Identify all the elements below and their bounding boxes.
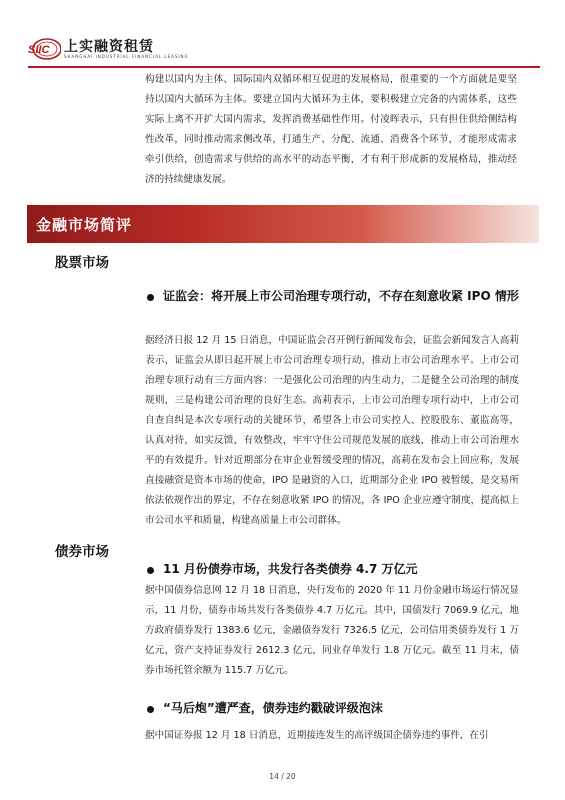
- company-name-english: SHANGHAI INDUSTRIAL FINANCIAL LEASING: [64, 54, 189, 59]
- news-headline-rating-bubble: “马后炮”遭严查，债券违约戳破评级泡沫: [163, 701, 383, 715]
- company-name: 上实融资租赁: [64, 39, 154, 55]
- bond-market-heading: 债券市场: [55, 544, 109, 560]
- news-body-rating-bubble: 据中国证券报 12 月 18 日消息，近期接连发生的高评级国企债券违约事件，在引: [145, 730, 489, 741]
- bullet-icon: [147, 706, 154, 713]
- intro-paragraph: 构建以国内为主体、国际国内双循环相互促进的发展格局，很重要的一个方面就是要坚持以国内大循环为主体。要建立国内大循环为主体，要积极建立完备的内需体系，这些实际上离不开扩大国内需求，发挥消费基础性作用。付凌晖表示，只有担住供给侧结构性改革，同时推动需求侧改革，打通生产、分配、流通、消费各个环节，才能形成需求牵引供给，创造需求与供给的高水平的动态平衡，才有利于形成新的发展格局，推动经济的持续健康发展。: [145, 74, 517, 185]
- section-title: 金融市场简评: [36, 216, 133, 234]
- news-headline-csrc: 证监会：将开展上市公司治理专项行动，不存在刻意收紧 IPO 情形: [163, 289, 519, 303]
- page-number: 14 / 20: [269, 772, 296, 781]
- news-headline-bond-issuance: 11 月份债券市场，共发行各类债券 4.7 万亿元: [163, 562, 418, 576]
- stock-market-heading: 股票市场: [55, 255, 109, 271]
- news-body-bond-issuance: 据中国债券信息网 12 月 18 日消息，央行发布的 2020 年 11 月份金融市场运行情况显示，11 月份，债券市场共发行各类债券 4.7 万亿元。其中，国债发行 7069.9 亿元，地方政府债券发行 1383.6 亿元，金融债券发行 7326.5 亿元，公司信用类债券发行 1 万亿元，资产支持证券发行 2612.3 亿元，同业存单发行 1.8 万亿元。截至 11 月末，债券市场托管余额为 115.7 万亿元。: [145, 585, 519, 676]
- logo-text: SIIC: [28, 44, 50, 56]
- bullet-icon: [147, 294, 154, 301]
- news-body-csrc: 据经济日报 12 月 15 日消息，中国证监会召开例行新闻发布会，证监会新闻发言人高莉表示，证监会从即日起开展上市公司治理专项行动，推动上市公司治理水平。上市公司治理专项行动有三方面内容：一是强化公司治理的内生动力，二是健全公司治理的制度规则，三是构建公司治理的良好生态。高莉表示，上市公司治理专项行动中，上市公司自查自纠是本次专项行动的关键环节，希望各上市公司实控人、控股股东、董监高等，认真对待，如实反馈，有效整改，牢牢守住公司规范发展的底线，推动上市公司治理水平的有效提升。针对近期部分在审企业暂缓受理的情况，高莉在发布会上回应称，发展直接融资是资本市场的使命，IPO 是融资的入口，近期部分企业 IPO 被暂缓，是交易所依法依规作出的界定，不存在刻意收紧 IPO 的情况，各 IPO 企业应遵守制度，提高拟上市公司水平和质量，构建高质量上市公司群体。: [145, 335, 519, 526]
- company-logo: [27, 38, 61, 60]
- header-divider: [28, 66, 540, 68]
- bullet-icon: [147, 567, 154, 574]
